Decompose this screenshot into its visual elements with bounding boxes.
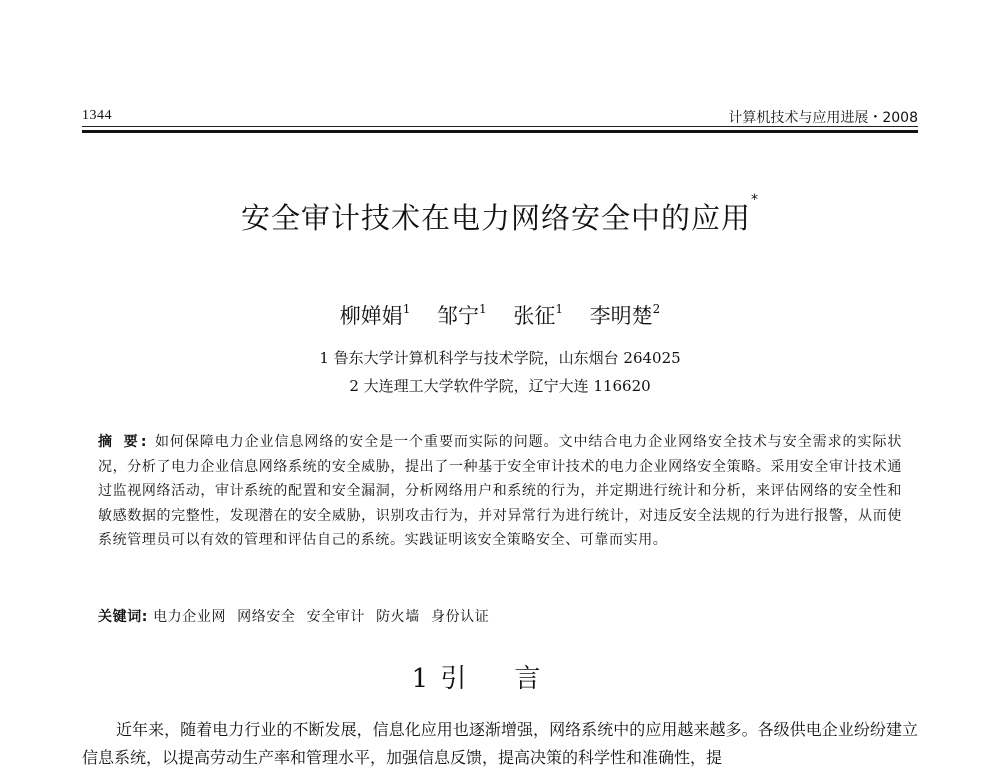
paper-title [0,192,1000,237]
keyword: 网络安全 [237,609,296,625]
keywords [98,606,902,626]
author-affil-mark: 1 [402,302,411,316]
paper-title-text: 安全审计技术在电力网络安全中的应用 [240,201,751,235]
running-header [82,104,918,126]
author-name: 张征 [513,304,556,328]
section-title: 引言 [440,664,589,694]
abstract-label: 摘 要: [98,434,150,450]
keywords-label: 关键词: [98,609,148,625]
author-name: 柳婵娟 [339,304,403,328]
keyword: 防火墙 [376,609,420,625]
journal-name: 计算机技术与应用进展・2008 [728,110,918,126]
abstract-text: 如何保障电力企业信息网络的安全是一个重要而实际的问题。文中结合电力企业网络安全技术与安全需求的实际状况，分析了电力企业信息网络系统的安全威胁，提出了一种基于安全审计技术的电力企业网络安全策略。采用安全审计技术通过监视网络活动，审计系统的配置和安全漏洞，分析网络用户和系统的行为，并定期进行统计和分析，来评估网络的安全性和敏感数据的完整性，发现潜在的安全威胁，识别攻击行为，并对异常行为进行统计，对违反安全法规的行为进行报警，从而使系统管理员可以有效的管理和评估自己的系统。实践证明该安全策略安全、可靠而实用。 [98,434,902,549]
author-affil-mark: 2 [652,302,661,316]
author-name: 李明楚 [589,304,653,328]
keyword: 身份认证 [430,609,490,625]
section-heading [0,658,1000,695]
abstract [98,430,902,553]
keyword: 安全审计 [306,609,365,625]
affiliation-2: 2 大连理工大学软件学院，辽宁大连 116620 [349,377,651,395]
keyword: 电力企业网 [153,609,227,625]
author-affil-mark: 1 [479,302,487,316]
affiliation-1: 1 鲁东大学计算机科学与技术学院，山东烟台 264025 [319,349,681,367]
author-affil-mark: 1 [555,302,563,316]
author-name: 邹宁 [437,304,480,328]
body-paragraph: 近年来，随着电力行业的不断发展，信息化应用也逐渐增强，网络系统中的应用越来越多。各级供电企业纷纷建立信息系统，以提高劳动生产率和管理水平，加强信息反馈，提高决策的科学性和准确性，提 [82,720,918,767]
author [590,304,661,328]
section-number: 1 [411,664,429,694]
page-number: 1344 [82,108,112,123]
author [513,304,563,328]
header-rule-thick [82,130,918,133]
author-list [0,300,1000,330]
header-rule-thin [82,126,918,127]
author [340,304,411,328]
author [437,304,487,328]
title-footnote-mark: * [751,192,759,208]
